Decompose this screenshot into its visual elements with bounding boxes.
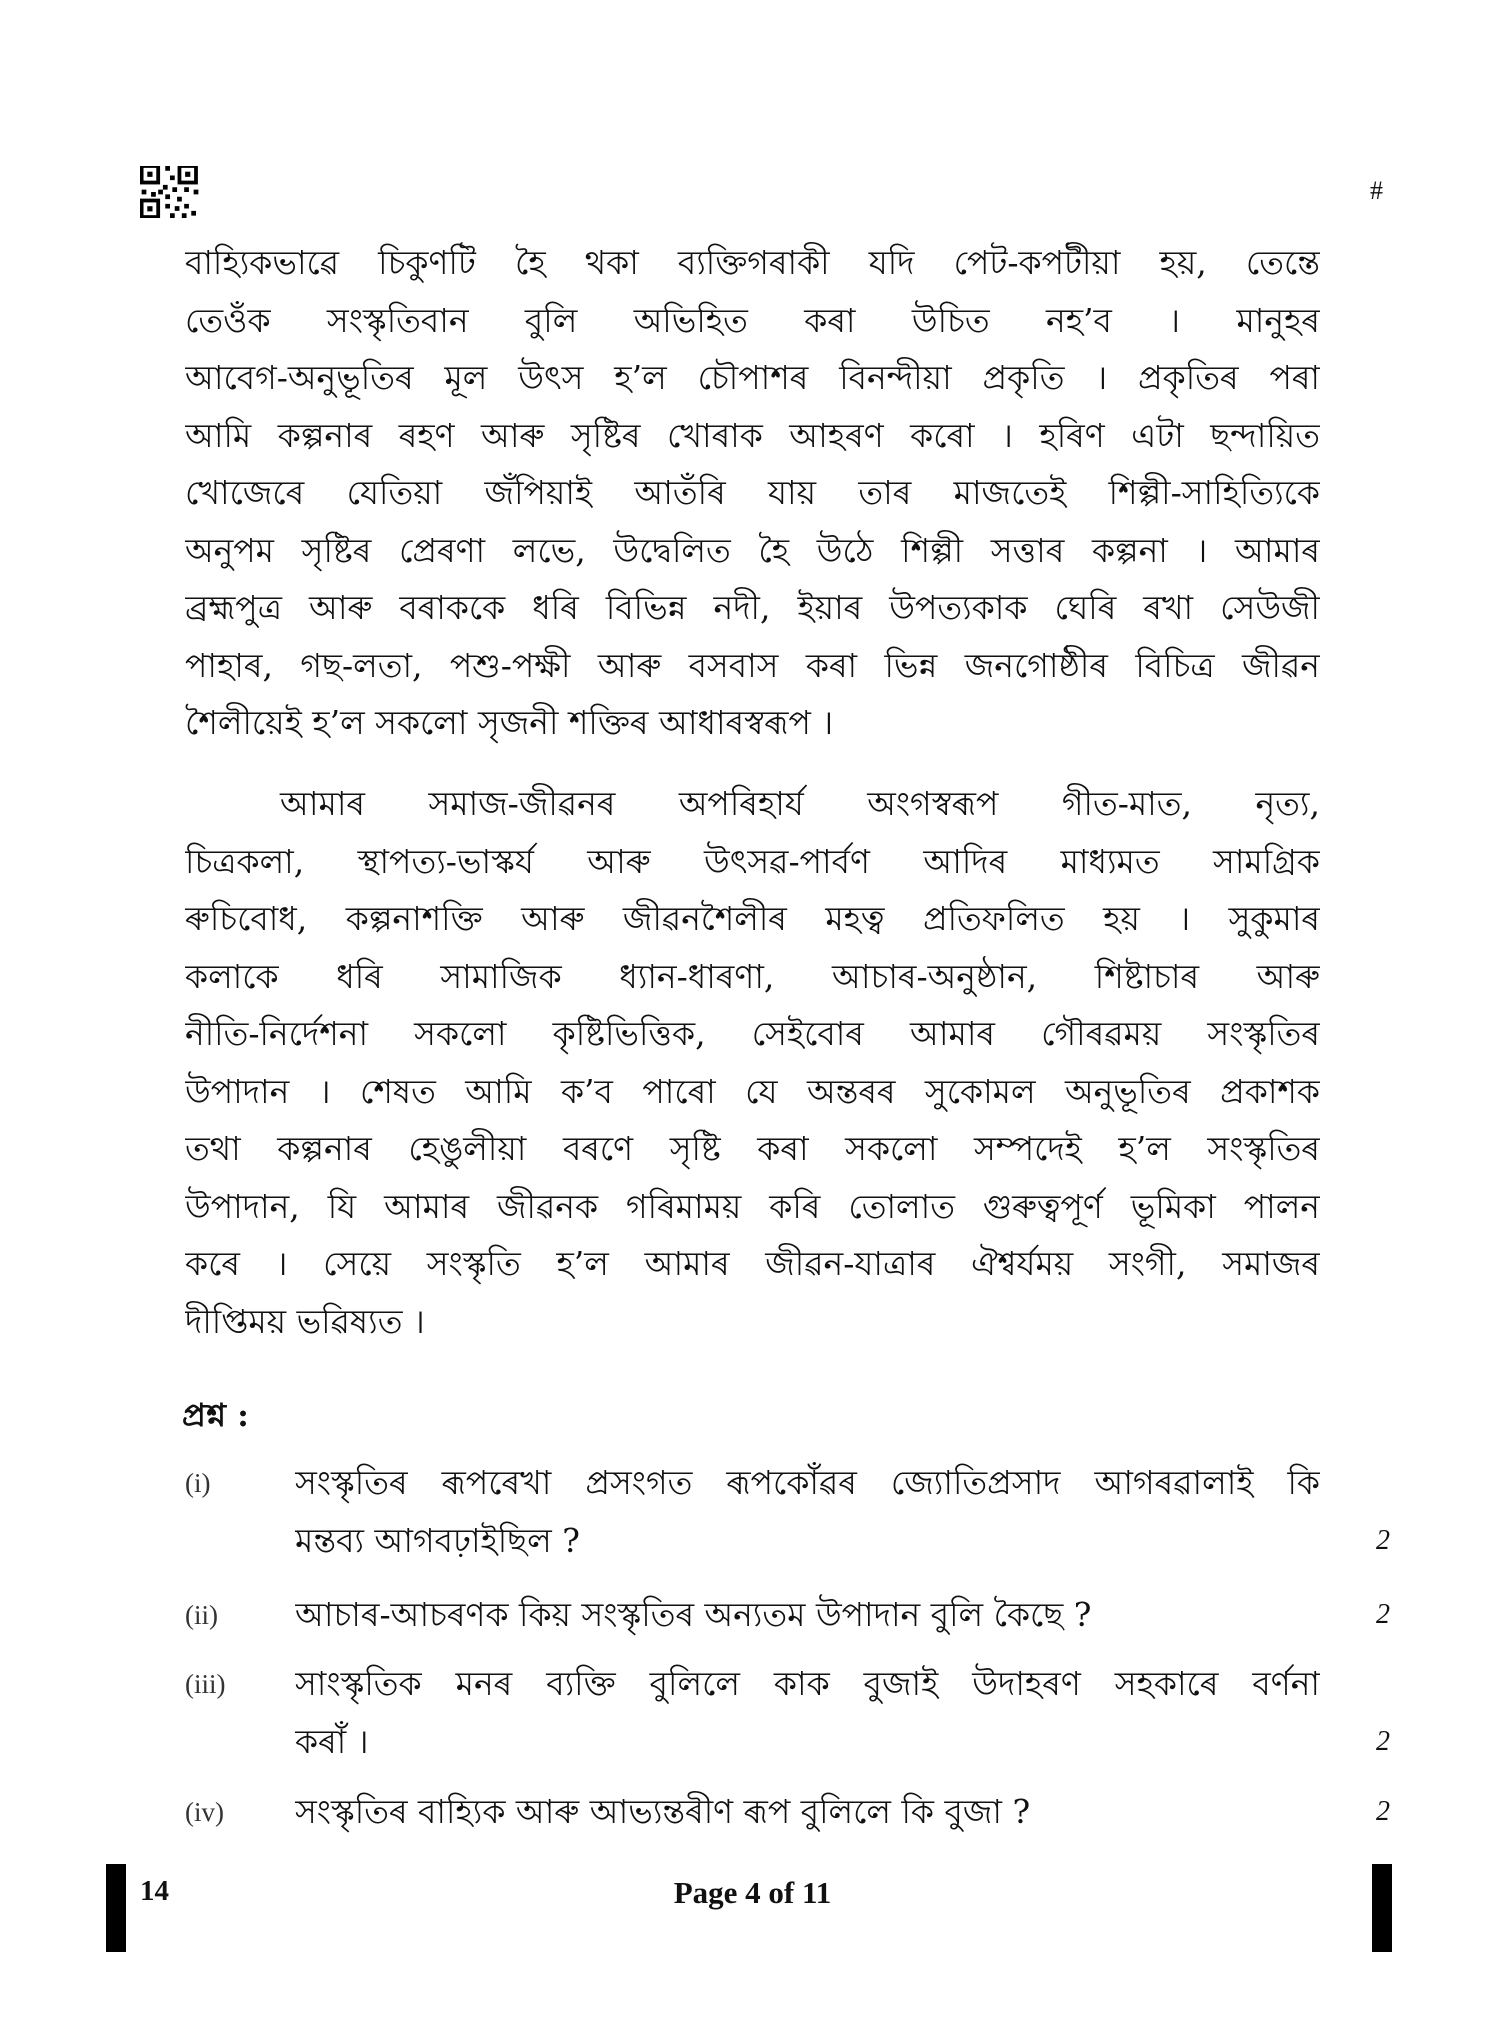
text-line: দীপ্তিময় ভৱিষ্যত । — [185, 1301, 425, 1341]
question-text — [295, 1783, 1320, 1841]
text-line: খোজেৰে যেতিয়া জঁপিয়াই আতঁৰি যায় তাৰ মাজতেই শিল্পী-সাহিত্যিকে — [185, 473, 1320, 512]
question-number: (ii) — [185, 1600, 218, 1630]
passage-paragraph-1 — [185, 234, 1320, 752]
question-marks: 2 — [1376, 1796, 1390, 1827]
paper-code: 14 — [140, 1875, 169, 1907]
question-text — [295, 1586, 1320, 1644]
text-line: বাহ্যিকভাৱে চিকুণটি হৈ থকা ব্যক্তিগৰাকী যদি পেট-কপটীয়া হয়, তেন্তে — [185, 243, 1320, 282]
text-line: সাংস্কৃতিক মনৰ ব্যক্তি বুলিলে কাক বুজাই উদাহৰণ সহকাৰে বৰ্ণনা — [295, 1664, 1320, 1703]
question-marks: 2 — [1376, 1599, 1390, 1630]
text-line: নীতি-নিৰ্দেশনা সকলো কৃষ্টিভিত্তিক, সেইবোৰ আমাৰ গৌৰৱময় সংস্কৃতিৰ — [185, 1014, 1320, 1053]
passage-paragraph-2 — [185, 775, 1320, 1350]
qr-code-icon — [140, 166, 200, 218]
text-line: ৰুচিবোধ, কল্পনাশক্তি আৰু জীৱনশৈলীৰ মহত্ব প্ৰতিফলিত হয় । সুকুমাৰ — [185, 899, 1320, 938]
question-marks: 2 — [1376, 1525, 1390, 1556]
text-line: শৈলীয়েই হ’ল সকলো সৃজনী শক্তিৰ আধাৰস্বৰূপ । — [185, 703, 834, 742]
text-line: কৰে । সেয়ে সংস্কৃতি হ’ল আমাৰ জীৱন-যাত্ৰাৰ ঐশ্বৰ্যময় সংগী, সমাজৰ — [185, 1244, 1320, 1283]
text-line: অনুপম সৃষ্টিৰ প্ৰেৰণা লভে, উদ্বেলিত হৈ উঠে শিল্পী সত্তাৰ কল্পনা । আমাৰ — [185, 530, 1320, 570]
text-line: সংস্কৃতিৰ বাহ্যিক আৰু আভ্যন্তৰীণ ৰূপ বুলিলে কি বুজা ? — [295, 1792, 1031, 1831]
text-line: তথা কল্পনাৰ হেঙুলীয়া বৰণে সৃষ্টি কৰা সকলো সম্পদেই হ’ল সংস্কৃতিৰ — [185, 1129, 1320, 1168]
page-number: Page 4 of 11 — [673, 1875, 832, 1910]
question-number: (iv) — [185, 1797, 224, 1827]
question-text — [295, 1454, 1320, 1570]
question-number: (i) — [185, 1468, 211, 1498]
text-line: ব্ৰহ্মপুত্ৰ আৰু বৰাককে ধৰি বিভিন্ন নদী, ইয়াৰ উপত্যকাক ঘেৰি ৰখা সেউজী — [185, 588, 1320, 627]
text-line: সংস্কৃতিৰ ৰূপৰেখা প্ৰসংগত ৰূপকোঁৱৰ জ্যোতিপ্ৰসাদ আগৰৱালাই কি — [295, 1463, 1320, 1502]
text-line: আমি কল্পনাৰ ৰহণ আৰু সৃষ্টিৰ খোৰাক আহৰণ কৰো । হৰিণ এটা ছন্দায়িত — [185, 415, 1320, 455]
text-line: আমাৰ সমাজ-জীৱনৰ অপৰিহাৰ্য অংগস্বৰূপ গীত-মাত, নৃত্য, — [280, 784, 1320, 823]
page-marker: # — [1370, 176, 1383, 205]
text-line: তেওঁক সংস্কৃতিবান বুলি অভিহিত কৰা উচিত নহ’ব । মানুহৰ — [185, 300, 1320, 340]
text-line: কলাকে ধৰি সামাজিক ধ্যান-ধাৰণা, আচাৰ-অনুষ্ঠান, শিষ্টাচাৰ আৰু — [185, 956, 1320, 996]
text-line: মন্তব্য আগবঢ়াইছিল ? — [295, 1521, 580, 1560]
text-line: আচাৰ-আচৰণক কিয় সংস্কৃতিৰ অন্যতম উপাদান বুলি কৈছে ? — [295, 1595, 1092, 1634]
text-line: উপাদান । শেষত আমি ক’ব পাৰো যে অন্তৰৰ সুকোমল অনুভূতিৰ প্ৰকাশক — [185, 1071, 1320, 1111]
text-line: উপাদান, যি আমাৰ জীৱনক গৰিমাময় কৰি তোলাত গুৰুত্বপূৰ্ণ ভূমিকা পালন — [185, 1186, 1320, 1226]
question-number: (iii) — [185, 1669, 226, 1699]
question-text — [295, 1655, 1320, 1771]
question-marks: 2 — [1376, 1726, 1390, 1757]
questions-heading: প্ৰশ্ন : — [182, 1396, 249, 1434]
text-line: কৰাঁ । — [295, 1722, 369, 1761]
text-line: চিত্ৰকলা, স্থাপত্য-ভাস্কৰ্য আৰু উৎসৱ-পাৰ্বণ আদিৰ মাধ্যমত সামগ্ৰিক — [185, 841, 1320, 881]
text-line: আবেগ-অনুভূতিৰ মূল উৎস হ’ল চৌপাশৰ বিনন্দীয়া প্ৰকৃতি । প্ৰকৃতিৰ পৰা — [185, 358, 1320, 397]
text-line: পাহাৰ, গছ-লতা, পশু-পক্ষী আৰু বসবাস কৰা ভিন্ন জনগোষ্ঠীৰ বিচিত্ৰ জীৱন — [185, 645, 1320, 685]
